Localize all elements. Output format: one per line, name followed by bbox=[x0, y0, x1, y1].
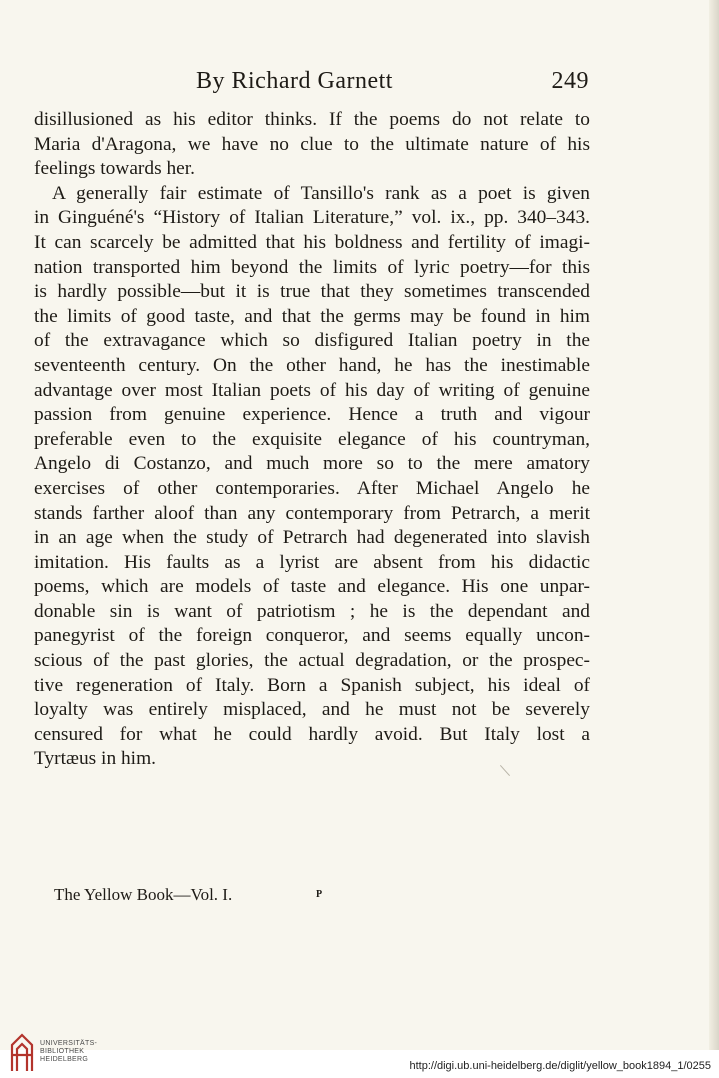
text-line: advantage over most Italian poets of his day of writing of genuine bbox=[34, 379, 590, 401]
text-line: A generally fair estimate of Tansillo's rank as a poet is given bbox=[52, 182, 590, 204]
page-edge-shadow bbox=[709, 0, 719, 1050]
text-line: loyalty was entirely misplaced, and he must not be severely bbox=[34, 699, 590, 721]
library-name bbox=[40, 1040, 97, 1064]
text-line: of the extravagance which so disfigured Italian poetry in the bbox=[34, 330, 590, 352]
page-number: 249 bbox=[551, 68, 589, 94]
text-line: disillusioned as his editor thinks. If the poems do not relate to bbox=[34, 109, 590, 130]
text-line: in an age when the study of Petrarch had degenerated into slavish bbox=[34, 527, 590, 549]
text-line: Angelo di Costanzo, and much more so to the mere amatory bbox=[34, 453, 590, 475]
text-line: poems, which are models of taste and elegance. His one unpar- bbox=[34, 576, 590, 598]
text-line: donable sin is want of patriotism ; he is the dependant and bbox=[34, 600, 590, 622]
text-line: scious of the past glories, the actual degradation, or the prospec- bbox=[34, 650, 590, 672]
text-line: the limits of good taste, and that the germs may be found in him bbox=[34, 305, 590, 327]
library-logo-icon bbox=[8, 1031, 36, 1073]
text-line: feelings towards her. bbox=[34, 158, 196, 180]
library-name-line: HEIDELBERG bbox=[40, 1056, 89, 1063]
source-url-link[interactable]: http://digi.ub.uni-heidelberg.de/diglit/yellow_book1894_1/0255 bbox=[409, 1060, 711, 1072]
running-header bbox=[34, 68, 589, 102]
text-line: passion from genuine experience. Hence a truth and vigour bbox=[34, 404, 590, 426]
text-line: seventeenth century. On the other hand, he has the inestimable bbox=[34, 354, 590, 376]
text-line: exercises of other contemporaries. After Michael Angelo he bbox=[34, 477, 590, 499]
text-line: in Ginguéné's “History of Italian Literature,” vol. ix., pp. 340–343. bbox=[34, 207, 590, 229]
text-line: Maria d'Aragona, we have no clue to the ultimate nature of his bbox=[34, 133, 590, 155]
text-line: nation transported him beyond the limits of lyric poetry—for this bbox=[34, 256, 590, 278]
library-name-line: UNIVERSITÄTS- bbox=[40, 1040, 98, 1047]
signature-mark: P bbox=[316, 889, 323, 900]
text-line: panegyrist of the foreign conqueror, and seems equally uncon- bbox=[34, 625, 590, 647]
text-line: is hardly possible—but it is true that they sometimes transcended bbox=[34, 281, 590, 303]
text-line: stands farther aloof than any contemporary from Petrarch, a merit bbox=[34, 502, 590, 524]
text-line: tive regeneration of Italy. Born a Spanish subject, his ideal of bbox=[34, 674, 590, 696]
text-line: It can scarcely be admitted that his boldness and fertility of imagi- bbox=[34, 231, 590, 253]
page-footer bbox=[54, 885, 354, 909]
text-line: Tyrtæus in him. bbox=[34, 748, 156, 770]
library-name-line: BIBLIOTHEK bbox=[40, 1048, 85, 1055]
body-text bbox=[34, 108, 590, 772]
text-line: censured for what he could hardly avoid. But Italy lost a bbox=[34, 723, 590, 745]
publication-line: The Yellow Book—Vol. I. bbox=[54, 885, 233, 904]
running-title: By Richard Garnett bbox=[196, 68, 393, 94]
text-line: preferable even to the exquisite elegance of his countryman, bbox=[34, 428, 590, 450]
text-line: imitation. His faults as a lyrist are absent from his didactic bbox=[34, 551, 590, 573]
